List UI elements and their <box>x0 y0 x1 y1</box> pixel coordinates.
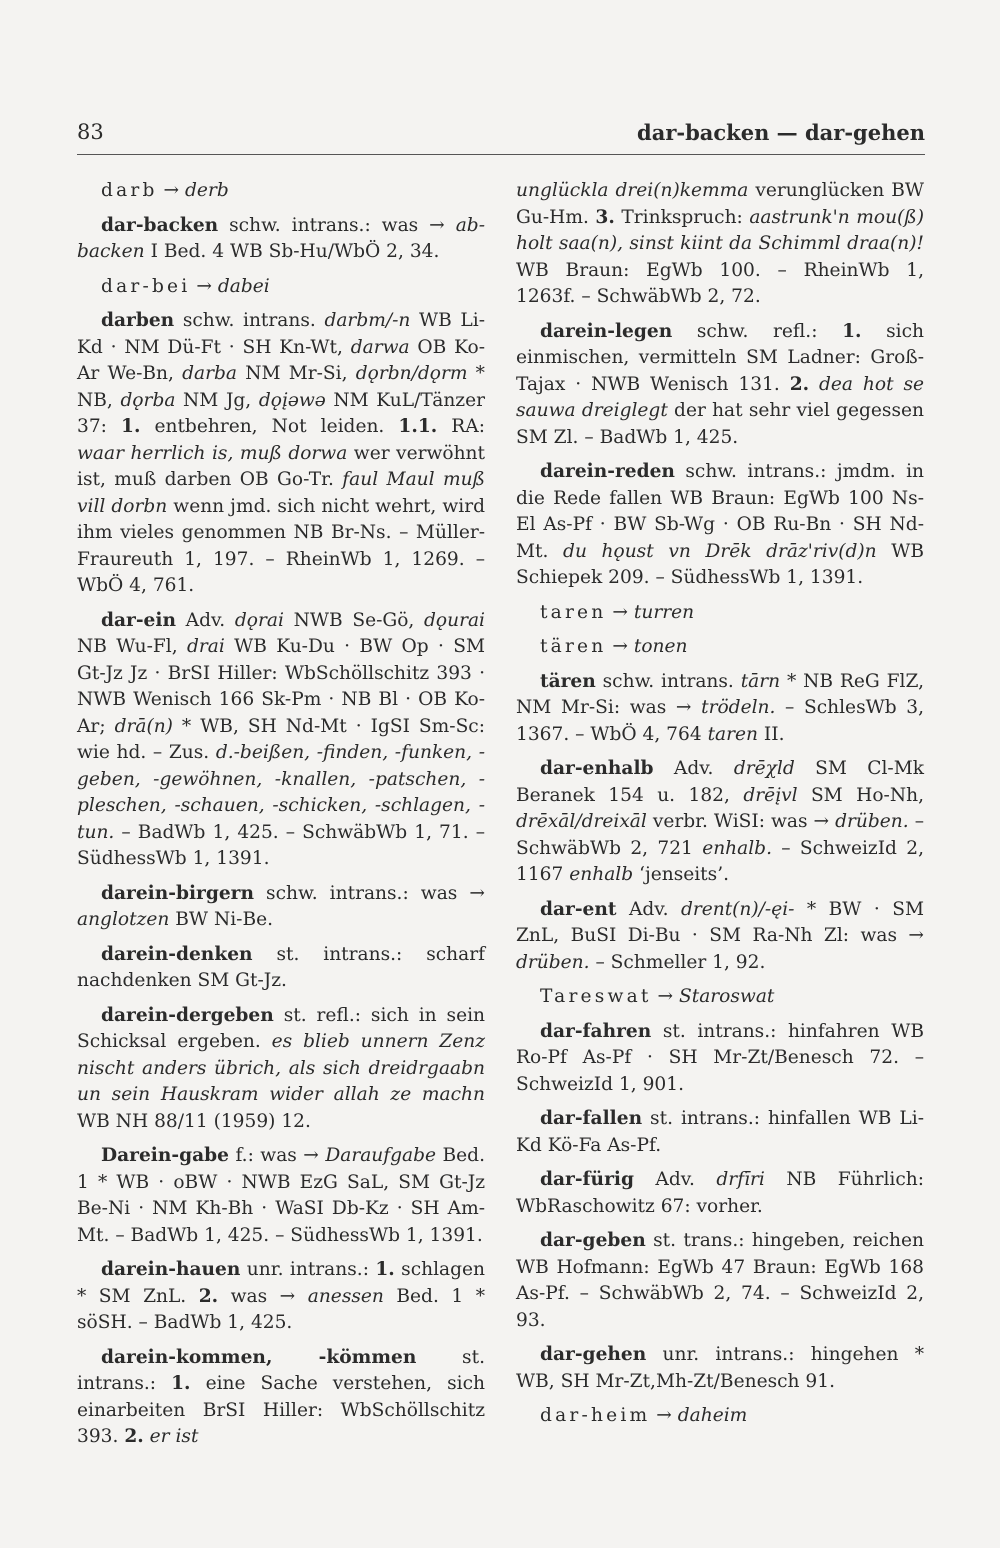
entry-text: wenn jmd. sich nicht wehrt, wird ihm vieles genommen NB Br-Ns. – Müller-Fraureuth 1, 197. – RheinWb 1, 1269. – WbÖ 4, 761. <box>77 495 485 596</box>
entry-text: verunglücken BW Gu-Hm. <box>516 180 924 228</box>
entry-text: schw. intrans. <box>595 670 741 692</box>
entry-text: wer verwöhnt ist, muß darben OB Go-Tr. <box>77 442 485 490</box>
dictionary-entry <box>516 756 924 889</box>
entry-text: anglotzen <box>77 909 170 930</box>
entry-text: Adv. <box>175 609 235 631</box>
entry-text: anessen <box>307 1285 384 1307</box>
headword: dar-fallen <box>540 1108 643 1129</box>
entry-text: NWB Se-Gö, <box>283 609 424 631</box>
entry-text: WB NH 88/11 (1959) 12. <box>77 1110 311 1132</box>
entry-text: Adv. <box>653 758 734 779</box>
headword: darein-dergeben <box>101 1004 274 1026</box>
dictionary-entry <box>516 459 924 592</box>
headword: darein-birgern <box>101 882 254 904</box>
entry-text: enhalb. <box>702 837 772 859</box>
entry-text: es blieb unnern Zenz nischt anders übrich, als sich dreidrgaabn un sein Hauskram wider allah ze machn <box>77 1031 485 1105</box>
reference-headword: taren <box>540 601 607 623</box>
entry-text: WB Schiepek 209. – SüdhessWb 1, 1391. <box>516 540 925 588</box>
entry-text: dǫrai <box>234 609 284 631</box>
entry-text: drēįvl <box>743 784 798 806</box>
entry-text <box>809 374 819 395</box>
reference-target: derb <box>185 180 229 201</box>
headword: dar-enhalb <box>540 758 654 779</box>
entry-text: dǫįəwə <box>258 389 326 411</box>
entry-text: Adv. <box>616 898 681 920</box>
entry-text: schw. refl.: <box>672 320 843 342</box>
entry-text: Trinkspruch: <box>614 206 750 228</box>
entry-text: NM Jg, <box>175 389 259 411</box>
reference-target: turren <box>633 601 695 623</box>
entry-text: d.-beißen, -finden, -funken, -geben, -gewöhnen, -knallen, -patschen, -pleschen, -schauen, -schicken, -schlagen, -tun. <box>77 742 485 843</box>
entry-text: f.: was → <box>228 1145 326 1166</box>
entry-text: st. intrans.: scharf nachdenken SM Gt-Jz. <box>77 943 485 991</box>
entry-text: darbm/-n <box>324 310 411 331</box>
entry-text: Daraufgabe <box>325 1145 437 1166</box>
reference-headword: dar-heim <box>540 1405 651 1426</box>
dictionary-entry <box>77 1257 485 1337</box>
headword: dar-ent <box>540 898 617 920</box>
entry-text: aastrunk'n mou(ß) holt saa(n), sinst kiint da Schimml draa(n)! <box>516 206 924 254</box>
entry-text: 1. <box>842 320 862 342</box>
entry-text: Bed. 1 * WB · oBW · NWB EzG SaL, SM Gt-Jz Be-Ni · NM Kh-Bh · WaSI Db-Kz · SH Am-Mt. – BadWb 1, 425. – SüdhessWb 1, 1391. <box>77 1145 485 1246</box>
entry-text: drai <box>186 636 225 657</box>
headword: darein-hauen <box>101 1259 241 1280</box>
entry-text: II. <box>758 723 785 745</box>
dictionary-entry <box>77 608 485 873</box>
entry-text: * NB, <box>77 363 485 411</box>
dictionary-entry <box>516 897 924 977</box>
entry-text: dǫurai <box>424 609 485 631</box>
entry-text: schlagen * SM ZnL. <box>77 1259 485 1307</box>
entry-text: darwa <box>350 336 410 358</box>
reference-target: dabei <box>217 275 270 297</box>
cross-reference <box>516 634 924 661</box>
headword: darein-reden <box>540 461 675 482</box>
entry-text: drēχld <box>733 758 795 779</box>
entry-text: dǫrba <box>120 389 176 411</box>
entry-text: enhalb <box>569 864 634 885</box>
arrow-glyph: → <box>163 180 180 201</box>
cross-reference <box>77 178 485 205</box>
entry-text: 1. <box>171 1373 191 1394</box>
entry-text: trödeln. <box>701 697 776 718</box>
cross-reference <box>516 1403 924 1430</box>
entry-continuation <box>516 178 924 311</box>
entry-text: 2. <box>789 373 810 395</box>
entry-text: tārn <box>740 670 781 692</box>
entry-text: waar herrlich is, muß dorwa <box>77 442 348 464</box>
entry-text: drüben. <box>835 811 909 832</box>
headword: dar-fahren <box>540 1020 652 1042</box>
headword: dar-geben <box>540 1230 646 1251</box>
reference-target: tonen <box>633 636 688 657</box>
headword: darein-denken <box>101 943 253 965</box>
entry-text: WB Li-Kd · NM Dü-Ft · SH Kn-Wt, <box>77 310 485 358</box>
dictionary-entry <box>77 1003 485 1136</box>
reference-headword: darb <box>101 180 158 201</box>
entry-text: st. intrans.: <box>77 1346 485 1394</box>
reference-headword: Tareswat <box>540 986 652 1007</box>
entry-text: drēxāl/dreixāl <box>516 811 647 832</box>
entry-text: drfīri <box>716 1169 765 1190</box>
dictionary-entry <box>77 881 485 934</box>
entry-text: der hat sehr viel gegessen SM Zl. – BadWb 1, 425. <box>516 400 924 448</box>
entry-text: Bed. 1 * söSH. – BadWb 1, 425. <box>77 1285 485 1333</box>
entry-text: NM Mr-Si, <box>237 363 356 384</box>
entry-text: darba <box>182 363 238 384</box>
entry-text: schw. intrans.: jmdm. in die Rede fallen WB Braun: EgWb 100 Ns-El As-Pf · BW Sb-Wg · OB Ru-Bn · SH Nd-Mt. <box>516 461 924 562</box>
entry-text: drent(n)/-ęi- <box>680 898 795 920</box>
reference-target: Staroswat <box>679 986 775 1007</box>
entry-text: ‘jenseits’. <box>633 864 730 885</box>
headword: darben <box>101 310 175 331</box>
entry-text: – SchweizId 2, 1167 <box>516 837 924 885</box>
entry-text: * NB ReG FlZ, NM Mr-Si: was → <box>516 670 924 718</box>
dictionary-entry <box>516 1167 924 1220</box>
entry-text: – SchwäbWb 2, 721 <box>516 811 924 859</box>
reference-headword: tären <box>540 636 607 657</box>
cross-reference <box>516 984 924 1011</box>
entry-text: – Schmeller 1, 92. <box>589 951 766 973</box>
entry-text: 1. <box>375 1259 395 1280</box>
dictionary-entry <box>516 1228 924 1334</box>
entry-text: 2. <box>124 1426 144 1447</box>
entry-text: RA: <box>437 416 485 437</box>
entry-text: schw. intrans.: was → <box>253 882 485 904</box>
arrow-glyph: → <box>196 275 212 297</box>
cross-reference <box>77 274 485 301</box>
entry-text: – BadWb 1, 425. – SchwäbWb 1, 71. – SüdhessWb 1, 1391. <box>77 821 485 869</box>
entry-text: 3. <box>595 206 615 228</box>
entry-text: st. intrans.: hinfahren WB Ro-Pf As-Pf · SH Mr-Zt/Benesch 72. – SchweizId 1, 901. <box>516 1020 924 1095</box>
headword: darein-kommen, -kömmen <box>101 1346 417 1368</box>
dictionary-entry <box>516 1106 924 1159</box>
dictionary-entry <box>77 308 485 600</box>
reference-headword: dar-bei <box>101 275 191 297</box>
entry-text: SM Cl-Mk Beranek 154 u. 182, <box>516 758 924 806</box>
page-header <box>77 114 925 155</box>
entry-text: unglückla drei(n)kemma <box>516 180 749 201</box>
entry-text: 1.1. <box>398 416 438 437</box>
running-head: dar-backen — dar-gehen <box>637 120 925 145</box>
arrow-glyph: → <box>612 601 628 623</box>
headword: darein-legen <box>540 320 673 342</box>
cross-reference <box>516 600 924 627</box>
entry-text: drüben. <box>516 951 590 973</box>
entry-text: 1. <box>121 416 141 437</box>
entry-text: entbehren, Not leiden. <box>140 416 399 437</box>
entry-text: faul Maul muß vill dorbn <box>77 469 485 517</box>
dictionary-entry <box>77 942 485 995</box>
entry-text: unr. intrans.: <box>240 1259 376 1280</box>
dictionary-entry <box>516 669 924 749</box>
entry-text: ab-backen <box>77 214 485 262</box>
entry-text: schw. intrans. <box>174 310 325 331</box>
entry-text: NB Wu-Fl, <box>77 636 187 657</box>
right-column <box>516 178 924 1438</box>
dictionary-entry <box>516 319 924 452</box>
entry-text: drā(n) <box>114 715 173 737</box>
dictionary-entry <box>516 1342 924 1395</box>
entry-text: verbr. WiSI: was → <box>646 811 836 832</box>
entry-text: st. intrans.: hinfallen WB Li-Kd Kö-Fa As-Pf. <box>516 1108 924 1156</box>
left-column <box>77 178 485 1459</box>
entry-text: * BW · SM ZnL, BuSI Di-Bu · SM Ra-Nh Zl: was → <box>516 898 924 946</box>
entry-text: unr. intrans.: hingehen * WB, SH Mr-Zt,Mh-Zt/Benesch 91. <box>516 1344 924 1392</box>
entry-text: er ist <box>149 1426 199 1447</box>
dictionary-entry <box>77 213 485 266</box>
arrow-glyph: → <box>657 986 674 1007</box>
dictionary-entry <box>77 1143 485 1249</box>
entry-text: * WB, SH Nd-Mt · IgSI Sm-Sc: wie hd. – Zus. <box>77 715 485 763</box>
entry-text: st. refl.: sich in sein Schicksal ergeben. <box>77 1004 485 1052</box>
entry-text: 2. <box>198 1285 219 1307</box>
entry-text: SM Ho-Nh, <box>797 784 924 806</box>
reference-target: daheim <box>677 1405 748 1426</box>
headword: dar-gehen <box>540 1344 647 1365</box>
entry-text: schw. intrans.: was → <box>218 214 456 236</box>
entry-text: OB Ko-Ar We-Bn, <box>77 336 485 384</box>
arrow-glyph: → <box>612 636 628 657</box>
entry-text: was → <box>218 1285 308 1307</box>
entry-text: WB Braun: EgWb 100. – RheinWb 1, 1263f. – SchwäbWb 2, 72. <box>516 259 924 307</box>
entry-text: du hǫust vn Drēk drāz'riv(d)n <box>563 540 877 562</box>
entry-text: st. trans.: hingeben, reichen WB Hofmann: EgWb 47 Braun: EgWb 168 As-Pf. – SchwäbWb 2, 74. – SchweizId 2, 93. <box>516 1230 924 1331</box>
entry-text: I Bed. 4 WB Sb-Hu/WbÖ 2, 34. <box>144 241 440 262</box>
entry-text: – SchlesWb 3, 1367. – WbÖ 4, 764 <box>516 697 924 745</box>
entry-text: Adv. <box>633 1169 717 1190</box>
dictionary-entry <box>77 1345 485 1451</box>
entry-text: NM KuL/Tänzer 37: <box>77 389 485 437</box>
page-number: 83 <box>77 120 104 144</box>
entry-text: dǫrbn/dǫrm <box>355 363 468 384</box>
headword: dar-ein <box>101 609 176 631</box>
entry-text: dea hot se sauwa dreiglegt <box>516 373 924 421</box>
headword: Darein-gabe <box>101 1145 229 1166</box>
entry-text: WB Ku-Du · BW Op · SM Gt-Jz Jz · BrSI Hiller: WbSchöllschitz 393 · NWB Wenisch 166 Sk-Pm · NB Bl · OB Ko-Ar; <box>77 636 485 737</box>
dictionary-entry <box>516 1019 924 1099</box>
arrow-glyph: → <box>656 1405 672 1426</box>
entry-text: NB Führlich: WbRaschowitz 67: vorher. <box>516 1169 925 1217</box>
entry-text: sich einmischen, vermitteln SM Ladner: Groß-Tajax · NWB Wenisch 131. <box>516 320 924 395</box>
headword: dar-backen <box>101 214 219 236</box>
headword: tären <box>540 670 596 692</box>
headword: dar-fürig <box>540 1169 634 1190</box>
entry-text: BW Ni-Be. <box>169 909 274 930</box>
entry-text: eine Sache verstehen, sich einarbeiten BrSI Hiller: WbSchöllschitz 393. <box>77 1373 485 1447</box>
entry-text: taren <box>707 723 759 745</box>
